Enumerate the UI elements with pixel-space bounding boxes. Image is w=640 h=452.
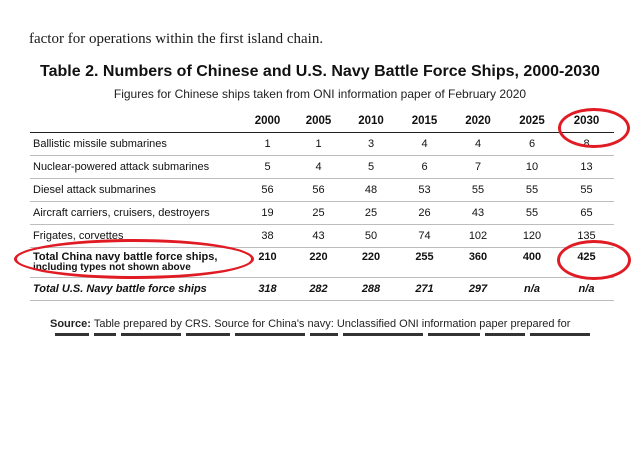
highlight-circle-china-total-label xyxy=(14,239,254,279)
table-subtitle: Figures for Chinese ships taken from ONI information paper of February 2020 xyxy=(113,87,527,101)
cell: 220 xyxy=(344,248,398,278)
row-label: Nuclear-powered attack submarines xyxy=(30,156,242,179)
table-row xyxy=(30,133,614,156)
cell: 3 xyxy=(344,133,398,156)
cell: 56 xyxy=(242,179,293,202)
cell: 102 xyxy=(451,225,505,248)
cell: 74 xyxy=(398,225,451,248)
header-year: 2000 xyxy=(242,110,293,133)
cell: 360 xyxy=(451,248,505,278)
table-title: Table 2. Numbers of Chinese and U.S. Navy Battle Force Ships, 2000-2030 xyxy=(40,63,600,80)
cropped-text-line xyxy=(55,333,595,336)
cell: 7 xyxy=(451,156,505,179)
header-year: 2015 xyxy=(398,110,451,133)
cell: 4 xyxy=(451,133,505,156)
cell: 288 xyxy=(344,278,398,301)
row-label: Diesel attack submarines xyxy=(30,179,242,202)
cell: 55 xyxy=(559,179,614,202)
cell: 56 xyxy=(293,179,344,202)
cell: 13 xyxy=(559,156,614,179)
row-label: Aircraft carriers, cruisers, destroyers xyxy=(30,202,242,225)
cell: n/a xyxy=(559,278,614,301)
cell: 25 xyxy=(344,202,398,225)
header-year: 2005 xyxy=(293,110,344,133)
cell: 50 xyxy=(344,225,398,248)
cell: 10 xyxy=(505,156,559,179)
highlight-circle-2030-header xyxy=(558,108,630,148)
source-note xyxy=(50,318,570,330)
header-year: 2025 xyxy=(505,110,559,133)
table-row xyxy=(30,179,614,202)
cell: 19 xyxy=(242,202,293,225)
intro-text: factor for operations within the first island chain. xyxy=(29,31,324,47)
cell: 120 xyxy=(505,225,559,248)
row-label: Total U.S. Navy battle force ships xyxy=(30,278,242,301)
cell: 25 xyxy=(293,202,344,225)
cell: 210 xyxy=(242,248,293,278)
cell: 6 xyxy=(505,133,559,156)
header-row xyxy=(30,110,614,133)
cell: 1 xyxy=(293,133,344,156)
cell: 4 xyxy=(293,156,344,179)
cell: 282 xyxy=(293,278,344,301)
header-year: 2020 xyxy=(451,110,505,133)
cell: 43 xyxy=(293,225,344,248)
cell: 8 xyxy=(559,133,614,156)
table-row xyxy=(30,156,614,179)
cell: 220 xyxy=(293,248,344,278)
header-blank xyxy=(30,110,242,133)
cell: 135 xyxy=(559,225,614,248)
cell: 400 xyxy=(505,248,559,278)
cell: 53 xyxy=(398,179,451,202)
cell: 65 xyxy=(559,202,614,225)
cell: n/a xyxy=(505,278,559,301)
row-label: Ballistic missile submarines xyxy=(30,133,242,156)
cell: 43 xyxy=(451,202,505,225)
header-year: 2010 xyxy=(344,110,398,133)
cell: 55 xyxy=(505,179,559,202)
row-label: Frigates, corvettes xyxy=(30,225,242,248)
header-year-2030: 2030 xyxy=(559,110,614,133)
cell: 4 xyxy=(398,133,451,156)
cell: 6 xyxy=(398,156,451,179)
cell: 255 xyxy=(398,248,451,278)
cell: 425 xyxy=(559,248,614,278)
source-label: Source: xyxy=(50,318,91,330)
cell: 5 xyxy=(344,156,398,179)
cell: 55 xyxy=(505,202,559,225)
cell: 5 xyxy=(242,156,293,179)
cell: 55 xyxy=(451,179,505,202)
highlight-circle-2030-china-total xyxy=(557,240,631,280)
cell: 297 xyxy=(451,278,505,301)
table-row-us-total xyxy=(30,278,614,301)
table-row xyxy=(30,202,614,225)
source-text: Table prepared by CRS. Source for China's navy: Unclassified ONI information paper prepared for xyxy=(90,318,571,330)
cell: 48 xyxy=(344,179,398,202)
cell: 318 xyxy=(242,278,293,301)
cell: 38 xyxy=(242,225,293,248)
cell: 26 xyxy=(398,202,451,225)
cell: 271 xyxy=(398,278,451,301)
china-total-label: Total China navy battle force ships, xyxy=(33,251,218,263)
cell: 1 xyxy=(242,133,293,156)
china-total-sublabel: including types not shown above xyxy=(33,262,191,273)
